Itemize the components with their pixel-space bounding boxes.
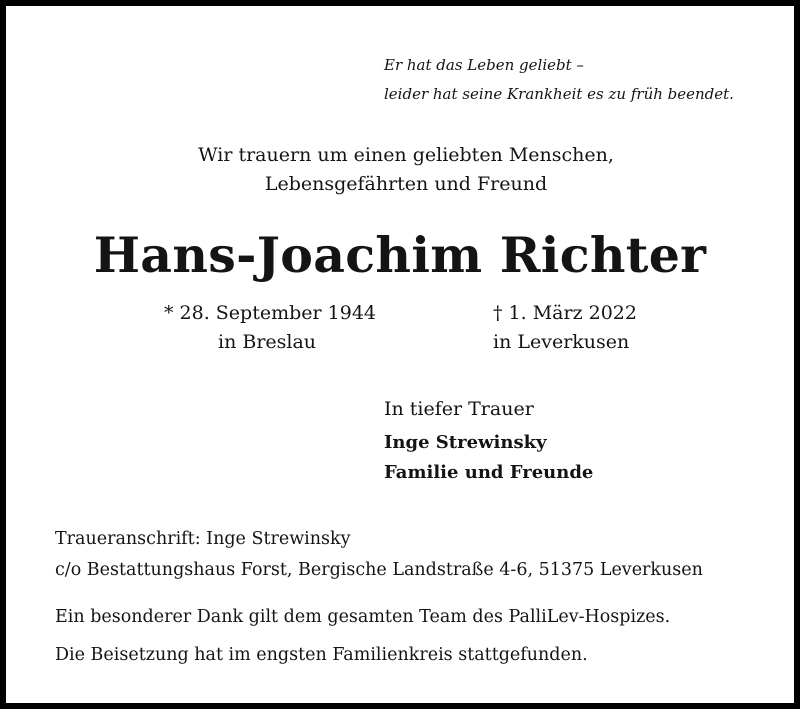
quote-line-1: Er hat das Leben geliebt – — [384, 56, 584, 74]
thanks-line: Ein besonderer Dank gilt dem gesamten Team des PalliLev-Hospizes. — [55, 607, 671, 627]
mourners-heading: In tiefer Trauer — [384, 398, 534, 420]
death-place: in Leverkusen — [493, 331, 630, 353]
address-line-2: c/o Bestattungshaus Forst, Bergische Landstraße 4-6, 51375 Leverkusen — [55, 560, 703, 580]
deceased-name: Hans-Joachim Richter — [93, 226, 707, 284]
mourner-name-1: Inge Strewinsky — [384, 432, 547, 453]
burial-line: Die Beisetzung hat im engsten Familienkreis stattgefunden. — [55, 645, 588, 665]
address-line-1: Traueranschrift: Inge Strewinsky — [55, 529, 351, 549]
birth-place: in Breslau — [218, 331, 317, 353]
death-date: † 1. März 2022 — [493, 302, 637, 324]
quote-line-2: leider hat seine Krankheit es zu früh beendet. — [384, 85, 734, 103]
intro-line-2: Lebensgefährten und Freund — [264, 173, 548, 195]
birth-date: * 28. September 1944 — [164, 302, 376, 324]
mourner-name-2: Familie und Freunde — [384, 462, 594, 483]
intro-line-1: Wir trauern um einen geliebten Menschen, — [198, 144, 614, 166]
